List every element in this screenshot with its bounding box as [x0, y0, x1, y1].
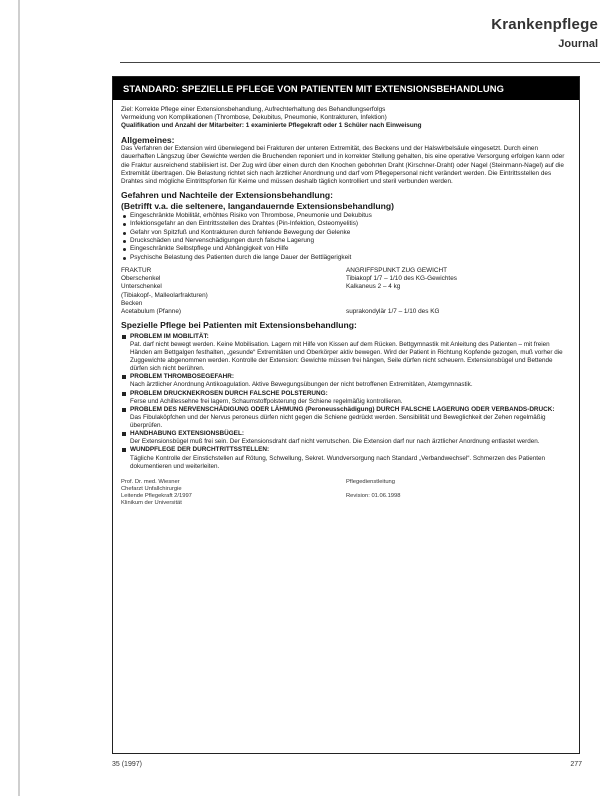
angriff-column: [346, 267, 571, 316]
fraktur-item: (Tibiakopf-, Malleolarfrakturen): [121, 291, 208, 299]
pflege-item: [121, 333, 571, 374]
fraktur-table: [121, 267, 571, 316]
pflege-item-text: Tägliche Kontrolle der Einstichstellen auf Rötung, Schwellung, Sekret. Wundversorgung nach Standard „Verbandwechsel“. Schmerzen des Patienten dokumentieren und weiterleiten.: [130, 454, 546, 470]
allgemeines-heading: Allgemeines:: [121, 134, 175, 145]
signature-line: Pflegedienstleitung: [346, 478, 395, 485]
pflege-item-text: Pat. darf nicht bewegt werden. Keine Mobilisation. Lagern mit Hilfe von Kissen auf dem Rücken. Bettgymnastik mit Anleitung des Patienten – mit freien Händen am Bettgalgen festhalten, „gesunde“ Extremitäten und Oberkörper aktiv bewegen. Wird der Patient in Richtung Kopfende gezogen, muß vorher die Zuggewichte abgenommen werden. Kontrolle der Extension: Gewichte müssen frei hängen, Seile dürfen nicht scheuern. Extensionsbügel und Bettende dürfen sich nicht berühren.: [130, 340, 563, 373]
pflege-item: [121, 390, 571, 406]
journal-subtitle: Journal: [558, 38, 598, 50]
standard-title: STANDARD: SPEZIELLE PFLEGE VON PATIENTEN MIT EXTENSIONSBEHANDLUNG: [113, 77, 579, 100]
list-item: Infektionsgefahr an den Eintrittsstellen des Drahtes (Pin-Infektion, Osteomyelitis): [121, 220, 571, 228]
angriff-item: Kalkaneus 2 – 4 kg: [346, 283, 401, 291]
pflege-item-heading: PROBLEM DRUCKNEKROSEN DURCH FALSCHE POLSTERUNG:: [130, 389, 328, 397]
standard-box: [112, 76, 580, 754]
intro-line: Vermeidung von Komplikationen (Thrombose, Dekubitus, Pneumonie, Kontrakturen, Infektion): [121, 114, 387, 122]
pflege-item: [121, 406, 571, 430]
standard-content: [113, 100, 579, 508]
journal-header: [491, 16, 598, 50]
signature-left: [121, 479, 346, 508]
pflege-item-text: Das Fibulaköpfchen und der Nervus peroneus dürfen nicht gegen die Schiene gedrückt werden. Sensibilität und Beweglichkeit der Zehen regelmäßig überprüfen.: [130, 414, 546, 430]
pflege-item-heading: HANDHABUNG EXTENSIONSBÜGEL:: [130, 430, 244, 438]
footer-issue: 35 (1997): [112, 761, 142, 768]
list-item: Eingeschränkte Selbstpflege und Abhängigkeit von Hilfe: [121, 245, 571, 253]
signature-line: [346, 486, 571, 493]
angriff-item: [346, 292, 571, 300]
page-number: 277: [570, 761, 582, 768]
intro-line: Ziel: Korrekte Pflege einer Extensionsbehandlung, Aufrechterhaltung des Behandlungserfolgs: [121, 106, 386, 113]
header-rule: [120, 62, 600, 63]
pflege-item-text: Der Extensionsbügel muß frei sein. Der Extensionsdraht darf nicht verrutschen. Die Extension darf nur nach ärztlicher Anordnung entlastet werden.: [130, 438, 540, 446]
gefahren-subheading: (Betrifft v.a. die seltenere, langandauernde Extensionsbehandlung): [121, 200, 394, 211]
pflege-list: [121, 333, 571, 471]
signature-line: Chefarzt Unfallchirurgie: [121, 486, 182, 493]
signature-block: [121, 479, 571, 508]
pflege-item-heading: PROBLEM THROMBOSEGEFAHR:: [130, 373, 235, 381]
journal-title: Krankenpflege: [491, 16, 598, 33]
signature-line: Revision: 01.06.1998: [346, 493, 401, 500]
page-edge-shadow: [18, 0, 20, 796]
fraktur-item: Oberschenkel: [121, 275, 161, 283]
pflege-item: [121, 430, 571, 446]
angriff-column-heading: ANGRIFFSPUNKT ZUG GEWICHT: [346, 266, 448, 274]
list-item: Eingeschränkte Mobilität, erhöhtes Risiko von Thrombose, Pneumonie und Dekubitus: [121, 212, 571, 220]
pflege-item-text: Ferse und Achillessehne frei lagern, Schaumstoffpolsterung der Schiene regelmäßig kontrollieren.: [130, 397, 403, 405]
intro-line: Qualifikation und Anzahl der Mitarbeiter: 1 examinierte Pflegekraft oder 1 Schüler nach Einweisung: [121, 122, 422, 130]
gefahren-heading: Gefahren und Nachteile der Extensionsbehandlung:: [121, 190, 334, 201]
signature-right: [346, 479, 571, 508]
pflege-item: [121, 373, 571, 389]
pflege-item-heading: PROBLEM IM MOBILITÄT:: [130, 332, 209, 340]
gefahren-list: [121, 212, 571, 262]
pflege-item-heading: WUNDPFLEGE DER DURCHTRITTSSTELLEN:: [130, 446, 270, 454]
pflege-item-heading: PROBLEM DES NERVENSCHÄDIGUNG ODER LÄHMUNG (Peroneusschädigung) DURCH FALSCHE LAGERUNG ODER VERBANDS-DRUCK:: [130, 405, 555, 413]
signature-line: Prof. Dr. med. Wiesner: [121, 478, 180, 485]
spezielle-pflege-heading: Spezielle Pflege bei Patienten mit Extensionsbehandlung:: [121, 320, 357, 331]
angriff-item: [346, 300, 571, 308]
signature-line: Klinikum der Universität: [121, 500, 182, 507]
signature-line: Leitende Pflegekraft 2/1997: [121, 493, 192, 500]
list-item: Psychische Belastung des Patienten durch die lange Dauer der Bettlägerigkeit: [121, 254, 571, 262]
pflege-item: [121, 446, 571, 470]
angriff-item: Tibiakopf 1/7 – 1/10 des KG-Gewichtes: [346, 275, 457, 283]
pflege-item-text: Nach ärztlicher Anordnung Antikoagulation. Aktive Bewegungsübungen der nicht betroffenen Extremitäten, Atemgymnastik.: [130, 381, 473, 389]
list-item: Gefahr von Spitzfuß und Kontrakturen durch fehlende Bewegung der Gelenke: [121, 229, 571, 237]
fraktur-item: Unterschenkel: [121, 283, 162, 291]
fraktur-item: Becken: [121, 299, 143, 307]
fraktur-item: Acetabulum (Pfanne): [121, 307, 182, 315]
angriff-item: suprakondylär 1/7 – 1/10 des KG: [346, 307, 440, 315]
allgemeines-text: Das Verfahren der Extension wird überwiegend bei Frakturen der unteren Extremität, des Beckens und der Halswirbelsäule eingesetzt. Durch einen dauerhaften Längszug über Gewichte werden die Bruchenden reponiert und in korrekter Stellung gehalten, bis eine operative Versorgung erfolgen kann oder die Fraktur ausreichend stabilisiert ist. Der Zug wird über einen durch den Knochen gebohrten Draht (Kirschner-Draht) oder Nagel (Steinmann-Nagel) auf die Extremität übertragen. Die Belastung richtet sich nach ärztlicher Anordnung und darf vom Pflegepersonal nicht verändert werden. Die Eintrittsstellen des Drahtes sind mögliche Eintrittspforten für Keime und müssen deshalb täglich kontrolliert und steril verbunden werden.: [121, 145, 565, 185]
fraktur-column: [121, 267, 346, 316]
list-item: Druckschäden und Nervenschädigungen durch falsche Lagerung: [121, 237, 571, 245]
fraktur-column-heading: FRAKTUR: [121, 266, 152, 274]
